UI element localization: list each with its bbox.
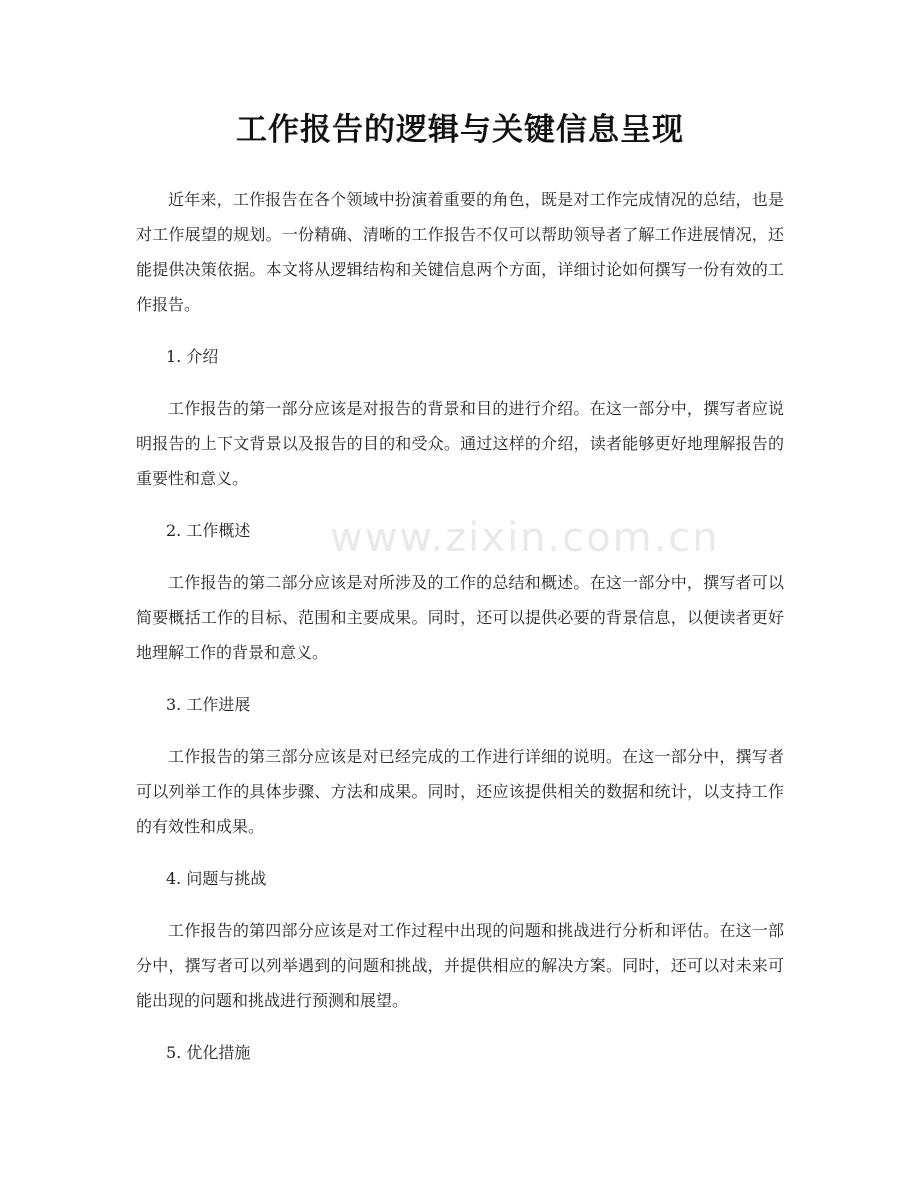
intro-paragraph: 近年来，工作报告在各个领域中扮演着重要的角色，既是对工作完成情况的总结，也是对工作展望的规划。一份精确、清晰的工作报告不仅可以帮助领导者了解工作进展情况，还能提供决策依据。本文将从逻辑结构和关键信息两个方面，详细讨论如何撰写一份有效的工作报告。 bbox=[136, 190, 784, 314]
overview-paragraph: 工作报告的第二部分应该是对所涉及的工作的总结和概述。在这一部分中，撰写者可以简要概括工作的目标、范围和主要成果。同时，还可以提供必要的背景信息，以便读者更好地理解工作的背景和意义。 bbox=[136, 573, 784, 662]
introduction-paragraph: 工作报告的第一部分应该是对报告的背景和目的进行介绍。在这一部分中，撰写者应说明报告的上下文背景以及报告的目的和受众。通过这样的介绍，读者能够更好地理解报告的重要性和意义。 bbox=[136, 399, 784, 488]
document-body bbox=[136, 182, 784, 1070]
section-heading-optimization: 5. 优化措施 bbox=[166, 1043, 251, 1062]
document-title: 工作报告的逻辑与关键信息呈现 bbox=[236, 112, 684, 148]
section-heading-progress: 3. 工作进展 bbox=[166, 695, 251, 714]
challenges-paragraph: 工作报告的第四部分应该是对工作过程中出现的问题和挑战进行分析和评估。在这一部分中，撰写者可以列举遇到的问题和挑战，并提供相应的解决方案。同时，还可以对未来可能出现的问题和挑战进行预测和展望。 bbox=[136, 921, 784, 1010]
section-heading-introduction: 1. 介绍 bbox=[166, 347, 219, 366]
progress-paragraph: 工作报告的第三部分应该是对已经完成的工作进行详细的说明。在这一部分中，撰写者可以列举工作的具体步骤、方法和成果。同时，还应该提供相关的数据和统计，以支持工作的有效性和成果。 bbox=[136, 747, 784, 836]
section-heading-challenges: 4. 问题与挑战 bbox=[166, 869, 267, 888]
watermark: www.zixin.com.cn bbox=[330, 515, 720, 561]
section-heading-overview: 2. 工作概述 bbox=[166, 521, 251, 540]
